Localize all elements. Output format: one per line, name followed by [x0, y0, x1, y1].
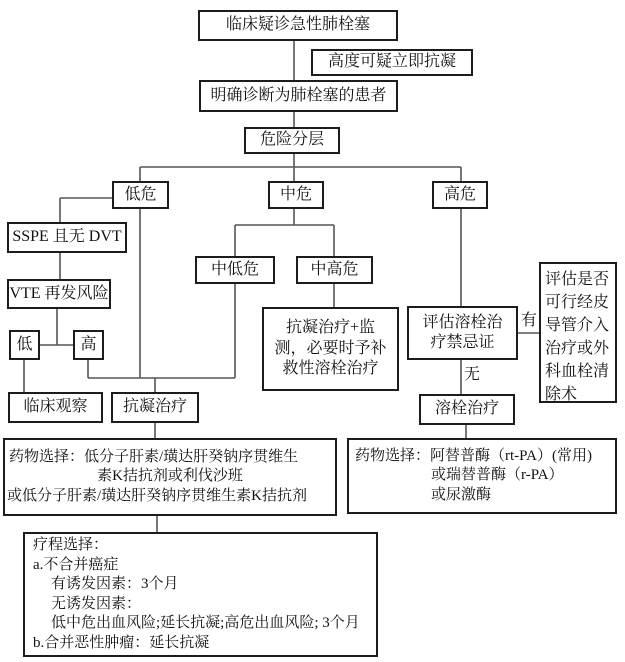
- course-text-line: 疗程选择：: [33, 537, 109, 553]
- monitor-text-line: 抗凝治疗+监: [285, 319, 376, 337]
- course-text-line: b.合并恶性肿瘤：延长抗凝: [33, 634, 210, 651]
- drug-left-text-line: 药物选择：低分子肝素/璜达肝癸钠序贯维生: [9, 449, 299, 466]
- node-high-risk: 高危: [432, 181, 488, 209]
- node-thrombolysis-therapy: 溶栓治疗: [419, 394, 515, 425]
- node-confirmed-diagnosis: 明确诊断为肺栓塞的患者: [199, 80, 398, 112]
- monitor-text-line: 救性溶栓治疗: [282, 360, 379, 378]
- node-clinical-suspicion: 临床疑诊急性肺栓塞: [198, 10, 398, 41]
- node-course-selection: [23, 532, 378, 657]
- drug-left-text-line: 或低分子肝素/璜达肝癸钠序贯维生素K拮抗剂: [7, 487, 308, 504]
- course-text-line: 有诱发因素：3个月: [51, 576, 179, 592]
- node-drug-choice-thrombolysis: [347, 438, 617, 514]
- course-text-line: 无诱发因素：: [51, 595, 142, 612]
- course-text-line: a.不合并癌症: [33, 556, 119, 573]
- edge-label-yes: 有: [521, 312, 538, 329]
- drug-right-text-line: 或瑞替普酶（r-PA）: [431, 467, 564, 484]
- node-vte-recurrence-risk: VTE 再发风险: [7, 279, 111, 309]
- node-clinical-observation: 临床观察: [8, 392, 103, 423]
- node-anticoagulation-therapy: 抗凝治疗: [111, 392, 199, 423]
- node-intermediate-high-risk: 中高危: [296, 256, 373, 284]
- course-text-line: 低中危出血风险;延长抗凝;高危出血风险; 3个月: [51, 615, 360, 631]
- node-intermediate-low-risk: 中低危: [195, 256, 275, 284]
- node-risk-high: 高: [73, 330, 104, 360]
- node-intermediate-risk: 中危: [268, 181, 324, 209]
- node-anticoagulation-monitoring: [262, 307, 399, 391]
- monitor-text-line: 测，必要时予补: [274, 339, 387, 357]
- drug-left-text-line: 素K拮抗剂或利伐沙班: [97, 468, 243, 485]
- assess-text-line: 疗禁忌证: [430, 334, 495, 351]
- node-assess-thrombolysis-contraindication: [407, 306, 518, 360]
- node-catheter-or-surgical-thrombectomy: 评估是否可行经皮导管介入治疗或外科血栓清除术: [539, 262, 617, 403]
- drug-right-text-line: 或尿激酶: [431, 486, 492, 503]
- node-sspe-no-dvt: SSPE 且无 DVT: [7, 222, 127, 253]
- node-drug-choice-anticoagulation: [3, 438, 337, 516]
- drug-right-text-line: 药物选择：阿替普酶（rt-PA）(常用): [355, 448, 592, 465]
- node-risk-stratification: 危险分层: [244, 127, 340, 154]
- edge-label-no: 无: [464, 366, 481, 383]
- assess-text-line: 评估溶栓治: [422, 313, 503, 331]
- node-risk-low: 低: [9, 330, 40, 360]
- node-low-risk: 低危: [112, 181, 169, 209]
- node-immediate-anticoagulation-note: 高度可疑立即抗凝: [311, 49, 473, 76]
